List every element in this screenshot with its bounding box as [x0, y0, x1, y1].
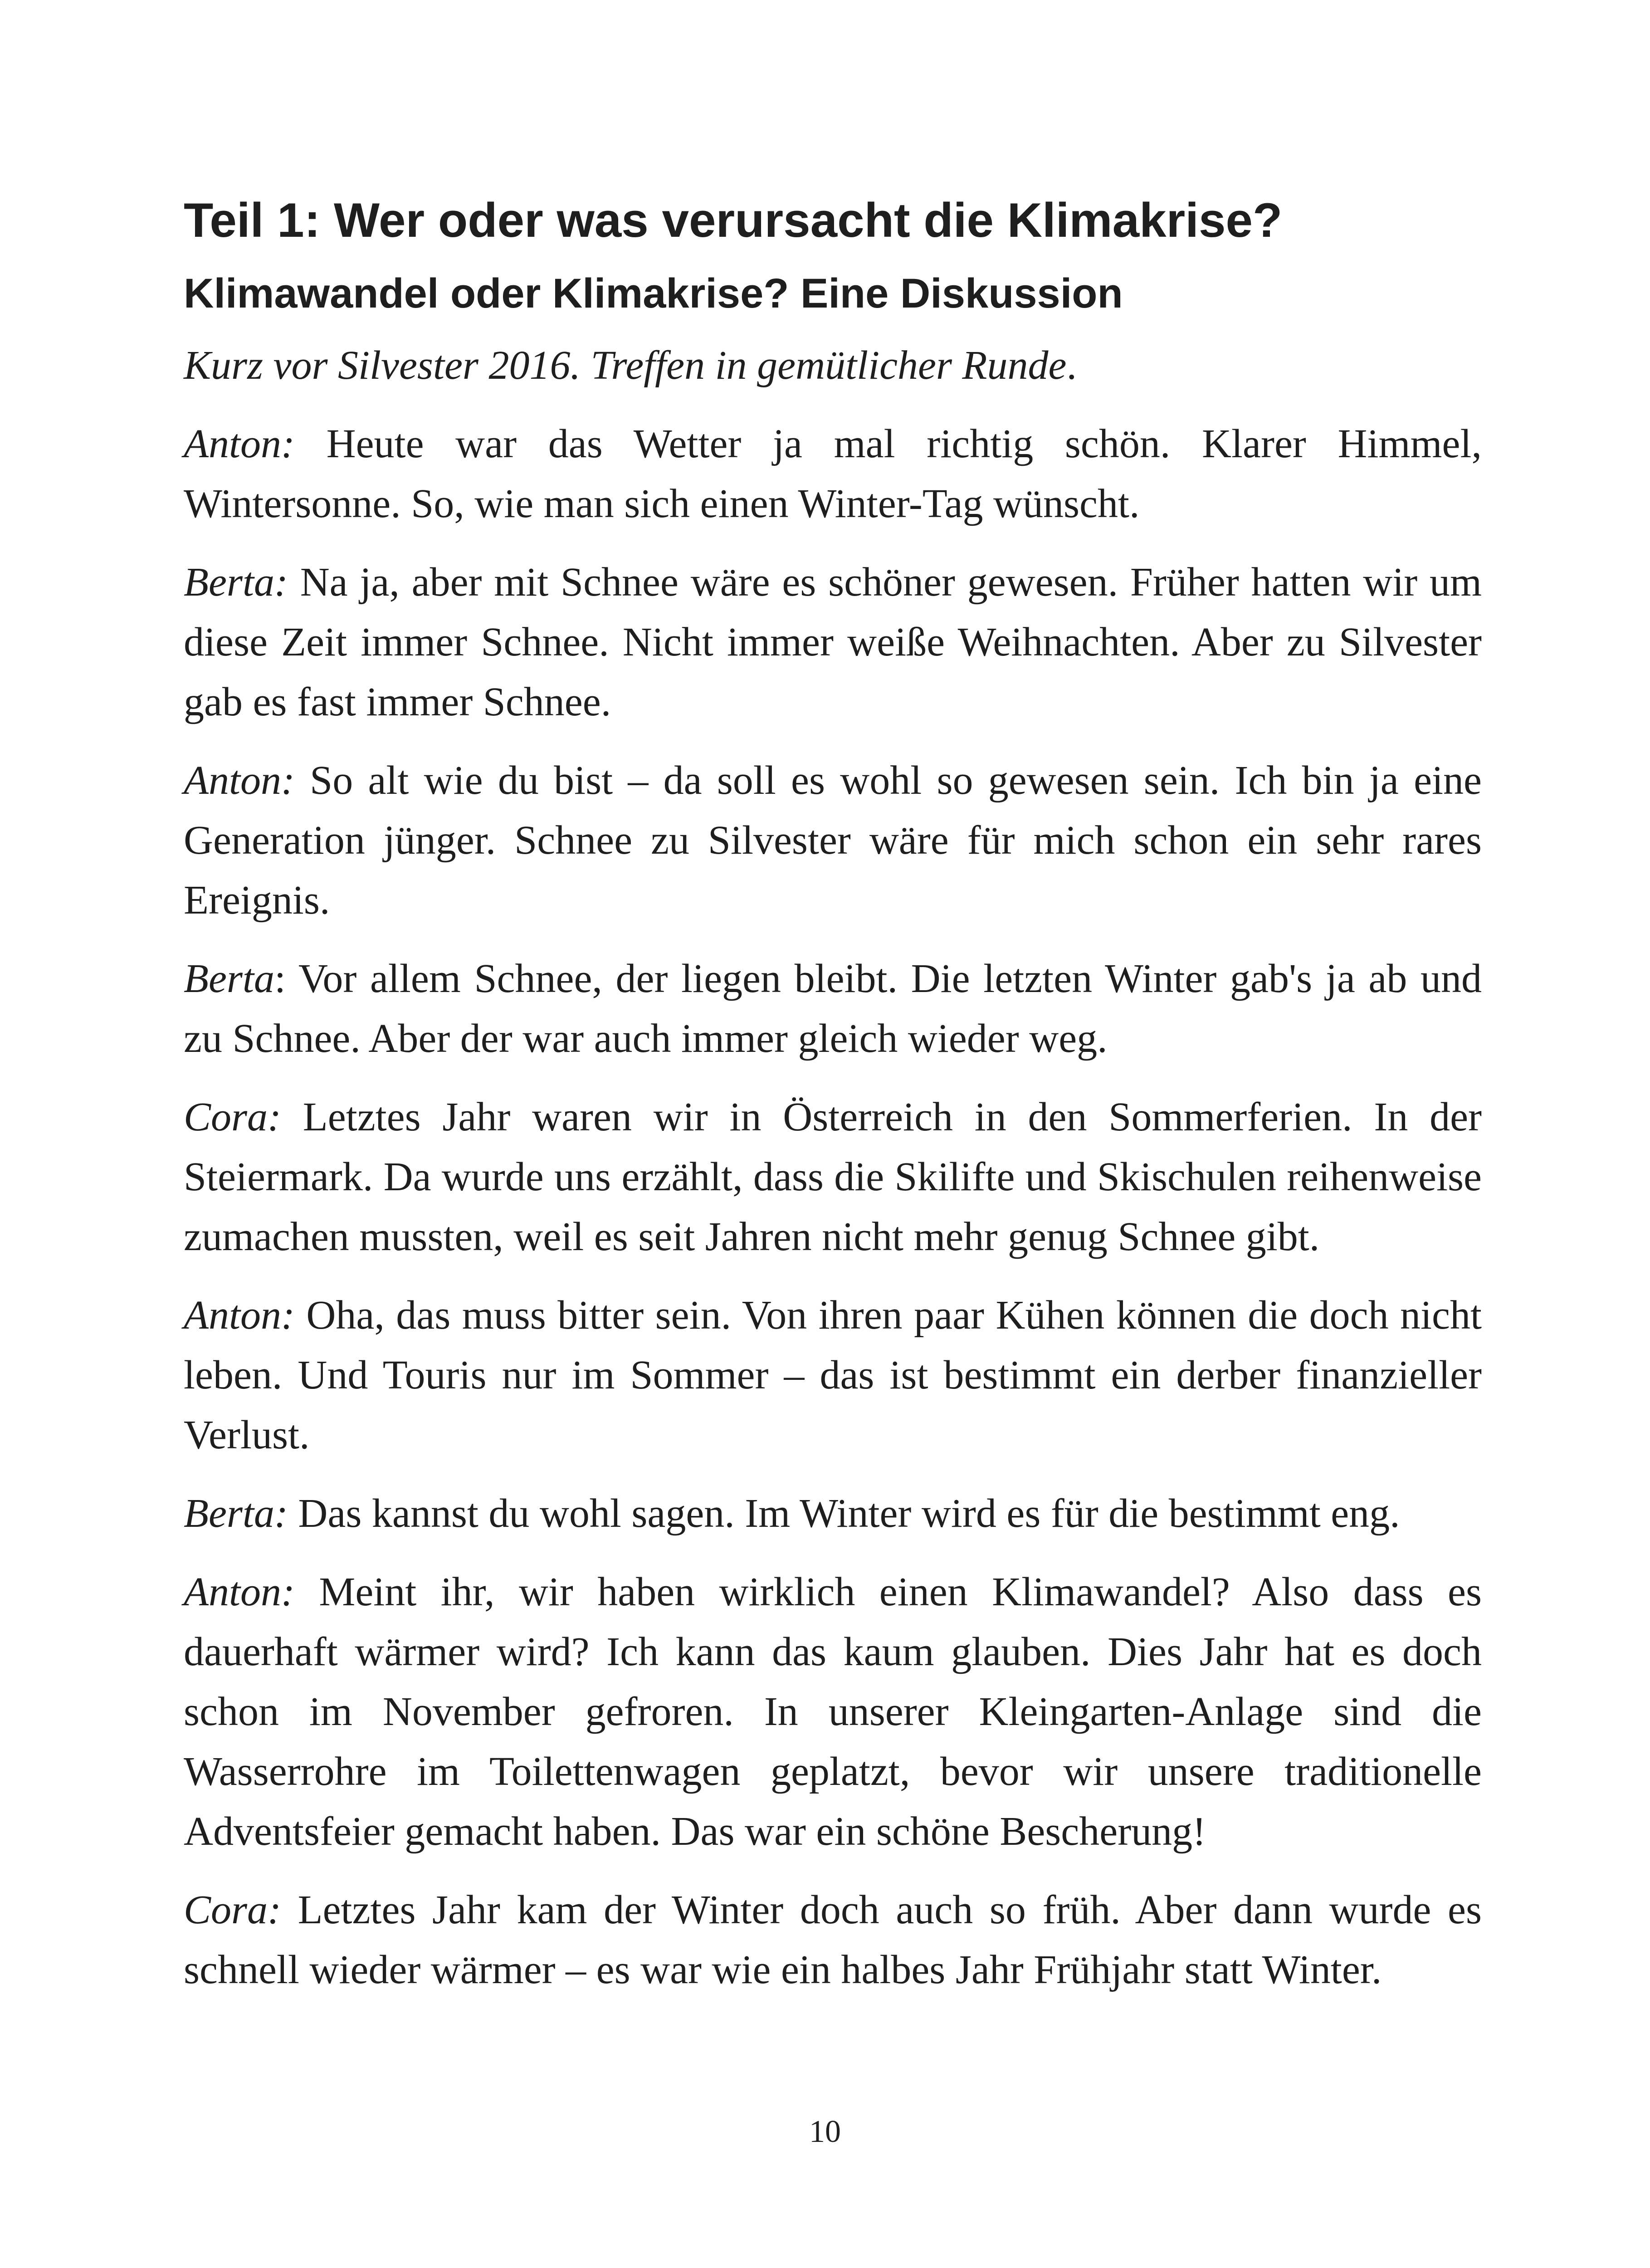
speaker-name: Berta: — [184, 560, 288, 605]
speaker-name: Anton: — [184, 1293, 295, 1338]
scene-intro — [184, 336, 1482, 396]
dialogue-line — [184, 1562, 1482, 1862]
dialogue-text: Meint ihr, wir haben wirklich einen Klimawandel? Also dass es dauerhaft wärmer wird? Ich kann das kaum glauben. Dies Jahr hat es doch schon im November gefroren. In unserer Kleingarten-Anlage sind die Wasserrohre im Toilettenwagen geplatzt, bevor wir unsere traditionelle Adventsfeier gemacht haben. Das war ein schöne Bescherung! — [184, 1569, 1482, 1854]
page-content — [184, 191, 1482, 2019]
scene-intro-text: Kurz vor Silvester 2016. Treffen in gemütlicher Runde — [184, 343, 1067, 388]
dialogue-line — [184, 1286, 1482, 1465]
dialogue-line — [184, 552, 1482, 732]
section-heading: Klimawandel oder Klimakrise? Eine Diskussion — [184, 270, 1123, 317]
dialogue-line — [184, 949, 1482, 1069]
dialogue-text: Das kannst du wohl sagen. Im Winter wird es für die bestimmt eng. — [288, 1491, 1400, 1536]
dialogue-line — [184, 414, 1482, 534]
chapter-heading: Teil 1: Wer oder was verursacht die Klimakrise? — [184, 193, 1283, 247]
dialogue-text: So alt wie du bist – da soll es wohl so gewesen sein. Ich bin ja eine Generation jünger. Schnee zu Silvester wäre für mich schon ein sehr rares Ereignis. — [184, 758, 1482, 923]
dialogue-text: : Vor allem Schnee, der liegen bleibt. Die letzten Winter gab's ja ab und zu Schnee. Aber der war auch immer gleich wieder weg. — [184, 956, 1482, 1061]
speaker-name: Anton: — [184, 1569, 295, 1614]
dialogue-text: Letztes Jahr waren wir in Österreich in den Sommerferien. In der Steiermark. Da wurde uns erzählt, dass die Skilifte und Skischulen reihenweise zumachen mussten, weil es seit Jahren nicht mehr genug Schnee gibt. — [184, 1095, 1482, 1259]
speaker-name: Cora: — [184, 1887, 282, 1932]
dialogue-line — [184, 1484, 1482, 1544]
dialogue-line — [184, 1087, 1482, 1267]
dialogue-text: Na ja, aber mit Schnee wäre es schöner gewesen. Früher hatten wir um diese Zeit immer Schnee. Nicht immer weiße Weihnachten. Aber zu Silvester gab es fast immer Schnee. — [184, 560, 1482, 724]
speaker-name: Berta — [184, 956, 274, 1001]
speaker-name: Anton: — [184, 421, 295, 466]
dialogue-text: Oha, das muss bitter sein. Von ihren paar Kühen können die doch nicht leben. Und Touris nur im Sommer – das ist bestimmt ein derber finanzieller Verlust. — [184, 1293, 1482, 1457]
dialogue-text: Heute war das Wetter ja mal richtig schön. Klarer Himmel, Wintersonne. So, wie man sich einen Winter-Tag wünscht. — [184, 421, 1482, 526]
speaker-name: Cora: — [184, 1095, 282, 1139]
dialogue-line — [184, 1880, 1482, 2000]
scene-intro-period: . — [1066, 343, 1077, 388]
speaker-name: Anton: — [184, 758, 295, 803]
page-number: 10 — [809, 2114, 841, 2149]
speaker-name: Berta: — [184, 1491, 288, 1536]
dialogue-text: Letztes Jahr kam der Winter doch auch so früh. Aber dann wurde es schnell wieder wärmer – es war wie ein halbes Jahr Frühjahr statt Winter. — [184, 1887, 1482, 1992]
dialogue-line — [184, 751, 1482, 930]
